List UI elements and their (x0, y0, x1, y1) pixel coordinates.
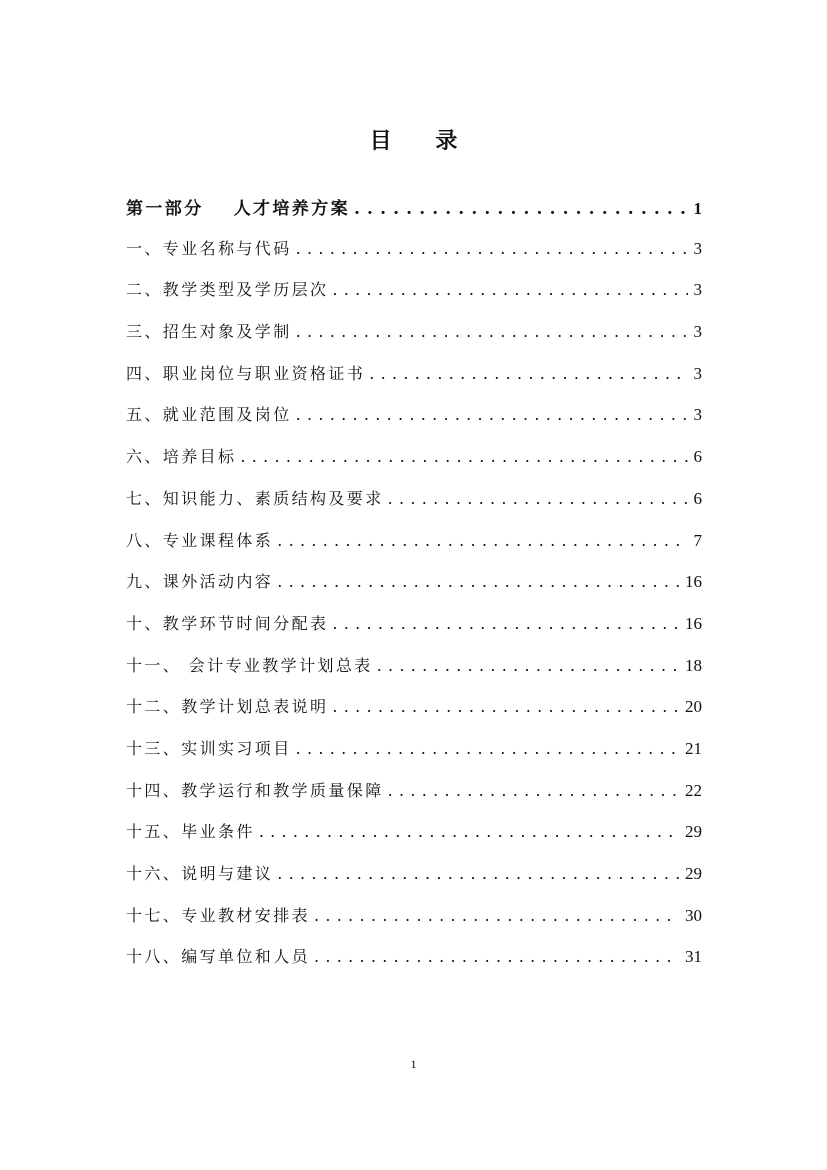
toc-entry[interactable] (126, 486, 702, 528)
toc-entry[interactable] (126, 944, 702, 986)
toc-page-number: 3 (693, 280, 702, 300)
toc-entry[interactable] (126, 277, 702, 319)
toc-entry[interactable] (126, 653, 702, 695)
toc-leader-dots (332, 614, 679, 633)
toc-entry-label: 一、专业名称与代码 (126, 238, 292, 258)
toc-leader-dots (369, 364, 687, 383)
toc-leader-dots (296, 239, 688, 258)
toc-entry[interactable] (126, 861, 702, 903)
toc-entry[interactable] (126, 694, 702, 736)
toc-leader-dots (314, 947, 679, 966)
toc-entry-label: 四、职业岗位与职业资格证书 (126, 363, 366, 383)
toc-page-number: 16 (685, 613, 702, 633)
toc-leader-dots (332, 697, 679, 716)
toc-leader-dots (277, 531, 687, 550)
toc-entry[interactable] (126, 402, 702, 444)
toc-entry[interactable] (126, 611, 702, 653)
toc-entry[interactable] (126, 903, 702, 945)
toc-leader-dots (296, 322, 688, 341)
toc-page-number: 7 (693, 530, 702, 550)
table-of-contents (126, 194, 702, 986)
toc-page-number: 1 (693, 199, 702, 218)
toc-entry-label: 三、招生对象及学制 (126, 322, 292, 342)
toc-page-number: 29 (685, 864, 702, 883)
toc-entry[interactable] (126, 819, 702, 861)
toc-leader-dots (388, 489, 688, 508)
toc-entry[interactable] (126, 361, 702, 403)
toc-title: 目 录 (369, 128, 476, 154)
toc-entry[interactable] (126, 444, 702, 486)
toc-entry-label (126, 194, 350, 219)
toc-page-number: 3 (693, 405, 702, 425)
toc-entry-label: 十、教学环节时间分配表 (126, 613, 329, 633)
toc-page-number: 3 (693, 238, 702, 258)
toc-entry-label: 五、就业范围及岗位 (126, 405, 292, 425)
toc-page-number: 3 (693, 322, 702, 342)
toc-entry[interactable] (126, 569, 702, 611)
toc-page-number: 31 (685, 947, 702, 967)
toc-page-number: 3 (693, 363, 702, 383)
toc-page-number: 20 (685, 697, 702, 717)
toc-entry-label: 十七、专业教材安排表 (126, 905, 311, 925)
toc-page-number: 6 (693, 488, 702, 508)
toc-leader-dots (296, 405, 688, 424)
toc-leader-dots (314, 906, 679, 925)
toc-leader-dots (240, 447, 687, 466)
toc-part-title: 人才培养方案 (233, 199, 351, 219)
toc-page-number: 22 (685, 780, 702, 800)
toc-entry-label: 十三、实训实习项目 (126, 738, 292, 758)
toc-entry[interactable] (126, 736, 702, 778)
toc-page-number: 21 (685, 738, 702, 758)
toc-leader-dots (377, 656, 679, 675)
toc-entry-label: 二、教学类型及学历层次 (126, 280, 329, 300)
toc-leader-dots (388, 781, 679, 800)
toc-page-number: 30 (685, 905, 702, 925)
toc-entry-label: 八、专业课程体系 (126, 530, 274, 550)
toc-page-number: 6 (693, 447, 702, 467)
toc-entry-label: 十二、教学计划总表说明 (126, 697, 329, 717)
toc-entry-label: 六、培养目标 (126, 447, 237, 467)
toc-page-number: 16 (685, 572, 702, 592)
toc-entry[interactable] (126, 778, 702, 820)
toc-leader-dots (332, 280, 687, 299)
toc-entry-label: 十五、毕业条件 (126, 822, 255, 842)
toc-page-number: 29 (685, 822, 702, 842)
toc-leader-dots (277, 572, 679, 591)
toc-leader-dots (296, 739, 679, 758)
toc-entry-label: 十一、 会计专业教学计划总表 (126, 655, 373, 675)
toc-leader-dots (259, 822, 679, 841)
toc-entry-label: 十六、说明与建议 (126, 864, 274, 883)
toc-part-number: 第一部分 (126, 199, 204, 219)
toc-entry-part-one[interactable] (126, 194, 702, 236)
footer-page-number: 1 (410, 1057, 417, 1071)
toc-entry[interactable] (126, 236, 702, 278)
toc-entry[interactable] (126, 528, 702, 570)
toc-entry-label: 九、课外活动内容 (126, 572, 274, 592)
toc-leader-dots (354, 199, 687, 219)
toc-entry-label: 十四、教学运行和教学质量保障 (126, 780, 384, 800)
toc-page-number: 18 (685, 655, 702, 675)
toc-entry-label: 十八、编写单位和人员 (126, 947, 311, 967)
toc-entry[interactable] (126, 319, 702, 361)
toc-entry-label: 七、知识能力、素质结构及要求 (126, 488, 384, 508)
toc-leader-dots (277, 864, 679, 883)
